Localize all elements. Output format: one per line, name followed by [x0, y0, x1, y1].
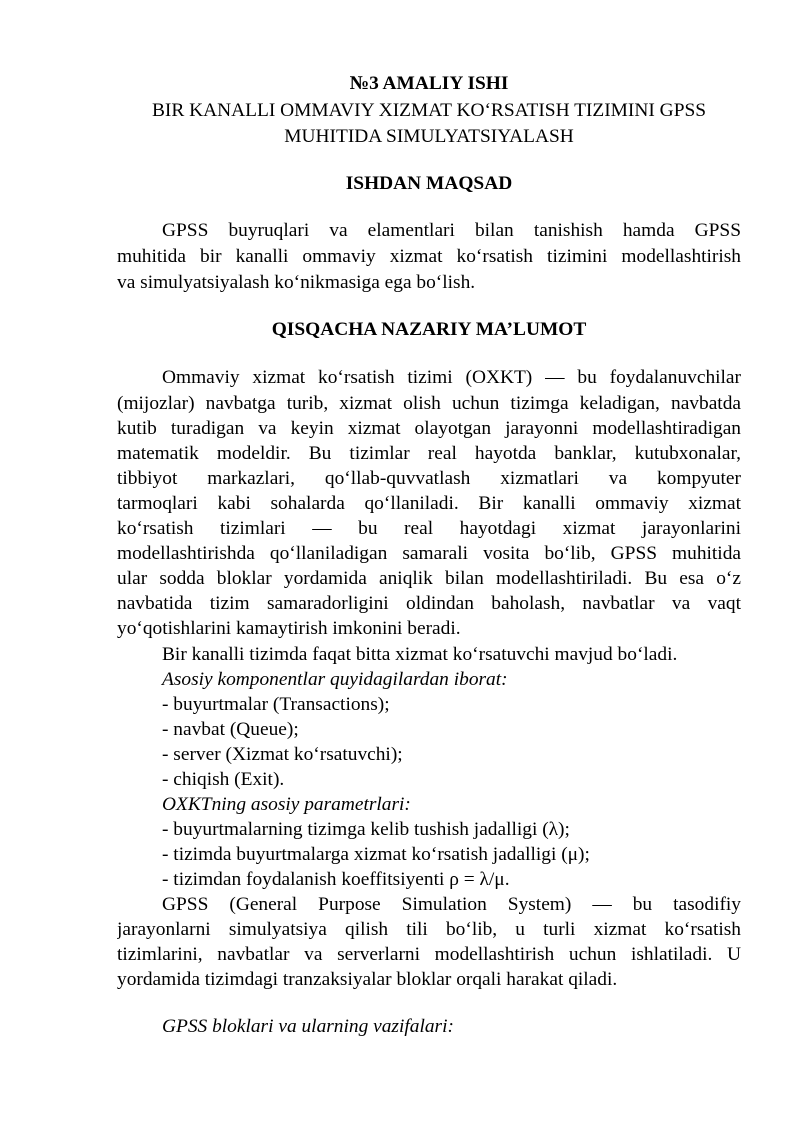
components-heading: Asosiy komponentlar quyidagilardan iborat: [162, 669, 508, 690]
theory-paragraph-line: yo‘qotishlarini kamaytirish imkonini beradi. [117, 618, 461, 639]
goal-line: muhitida bir kanalli ommaviy xizmat ko‘rsatish tizimini modellashtirish [117, 246, 741, 267]
gpss-paragraph-line: yordamida tizimdagi tranzaksiyalar bloklar orqali harakat qiladi. [117, 969, 618, 990]
theory-paragraph-line: kutib turadigan va keyin xizmat olayotgan jarayonni modellashtiradigan [117, 418, 741, 439]
parameter-list-item: - buyurtmalarning tizimga kelib tushish jadalligi (λ); [162, 819, 570, 840]
theory-paragraph-line: Ommaviy xizmat ko‘rsatish tizimi (OXKT) — bu foydalanuvchilar [162, 367, 741, 388]
theory-paragraph-line: navbatida tizim samaradorligini oldindan baholash, navbatlar va vaqt [117, 593, 741, 614]
title-line-1: BIR KANALLI OMMAVIY XIZMAT KO‘RSATISH TIZIMINI GPSS [151, 100, 707, 121]
theory-paragraph-line: ko‘rsatish tizimlari — bu real hayotdagi xizmat jarayonlarini [117, 518, 741, 539]
theory-paragraph-line: matematik modeldir. Bu tizimlar real hayotda banklar, kutubxonalar, [117, 443, 741, 464]
goal-line: GPSS buyruqlari va elamentlari bilan tanishish hamda GPSS [162, 220, 741, 241]
title-line-2: MUHITIDA SIMULYATSIYALASH [284, 126, 574, 147]
component-list-item: - server (Xizmat ko‘rsatuvchi); [162, 744, 403, 765]
theory-paragraph-line: ular sodda bloklar yordamida aniqlik bilan modellashtiriladi. Bu esa o‘z [117, 568, 741, 589]
theory-paragraph-line: (mijozlar) navbatga turib, xizmat olish uchun tizimga keladigan, navbatda [117, 393, 741, 414]
lab-number-heading: №3 AMALIY ISHI [349, 73, 509, 94]
gpss-paragraph-line: GPSS (General Purpose Simulation System) — bu tasodifiy [162, 894, 741, 915]
goal-line: va simulyatsiyalash ko‘nikmasiga ega bo‘lish. [117, 272, 476, 293]
goal-heading: ISHDAN MAQSAD [345, 173, 513, 194]
theory-heading: QISQACHA NAZARIY MA’LUMOT [271, 319, 587, 340]
component-list-item: - buyurtmalar (Transactions); [162, 694, 390, 715]
theory-paragraph-line: modellashtirishda qo‘llaniladigan samarali vosita bo‘lib, GPSS muhitida [117, 543, 741, 564]
theory-paragraph-line: tarmoqlari kabi sohalarda qo‘llaniladi. Bir kanalli ommaviy xizmat [117, 493, 741, 514]
gpss-blocks-heading: GPSS bloklari va ularning vazifalari: [162, 1016, 454, 1037]
parameter-list-item: - tizimdan foydalanish koeffitsiyenti ρ = λ/μ. [162, 869, 510, 890]
parameter-list-item: - tizimda buyurtmalarga xizmat ko‘rsatish jadalligi (μ); [162, 844, 590, 865]
gpss-paragraph-line: tizimlarini, navbatlar va serverlarni modellashtirish uchun ishlatiladi. U [117, 944, 741, 965]
gpss-paragraph-line: jarayonlarni simulyatsiya qilish tili bo‘lib, u turli xizmat ko‘rsatish [117, 919, 741, 940]
component-list-item: - chiqish (Exit). [162, 769, 285, 790]
theory-paragraph-line: tibbiyot markazlari, qo‘llab-quvvatlash xizmatlari va kompyuter [117, 468, 741, 489]
parameters-heading: OXKTning asosiy parametrlari: [162, 794, 411, 815]
single-channel-sentence: Bir kanalli tizimda faqat bitta xizmat ko‘rsatuvchi mavjud bo‘ladi. [162, 644, 678, 665]
component-list-item: - navbat (Queue); [162, 719, 299, 740]
